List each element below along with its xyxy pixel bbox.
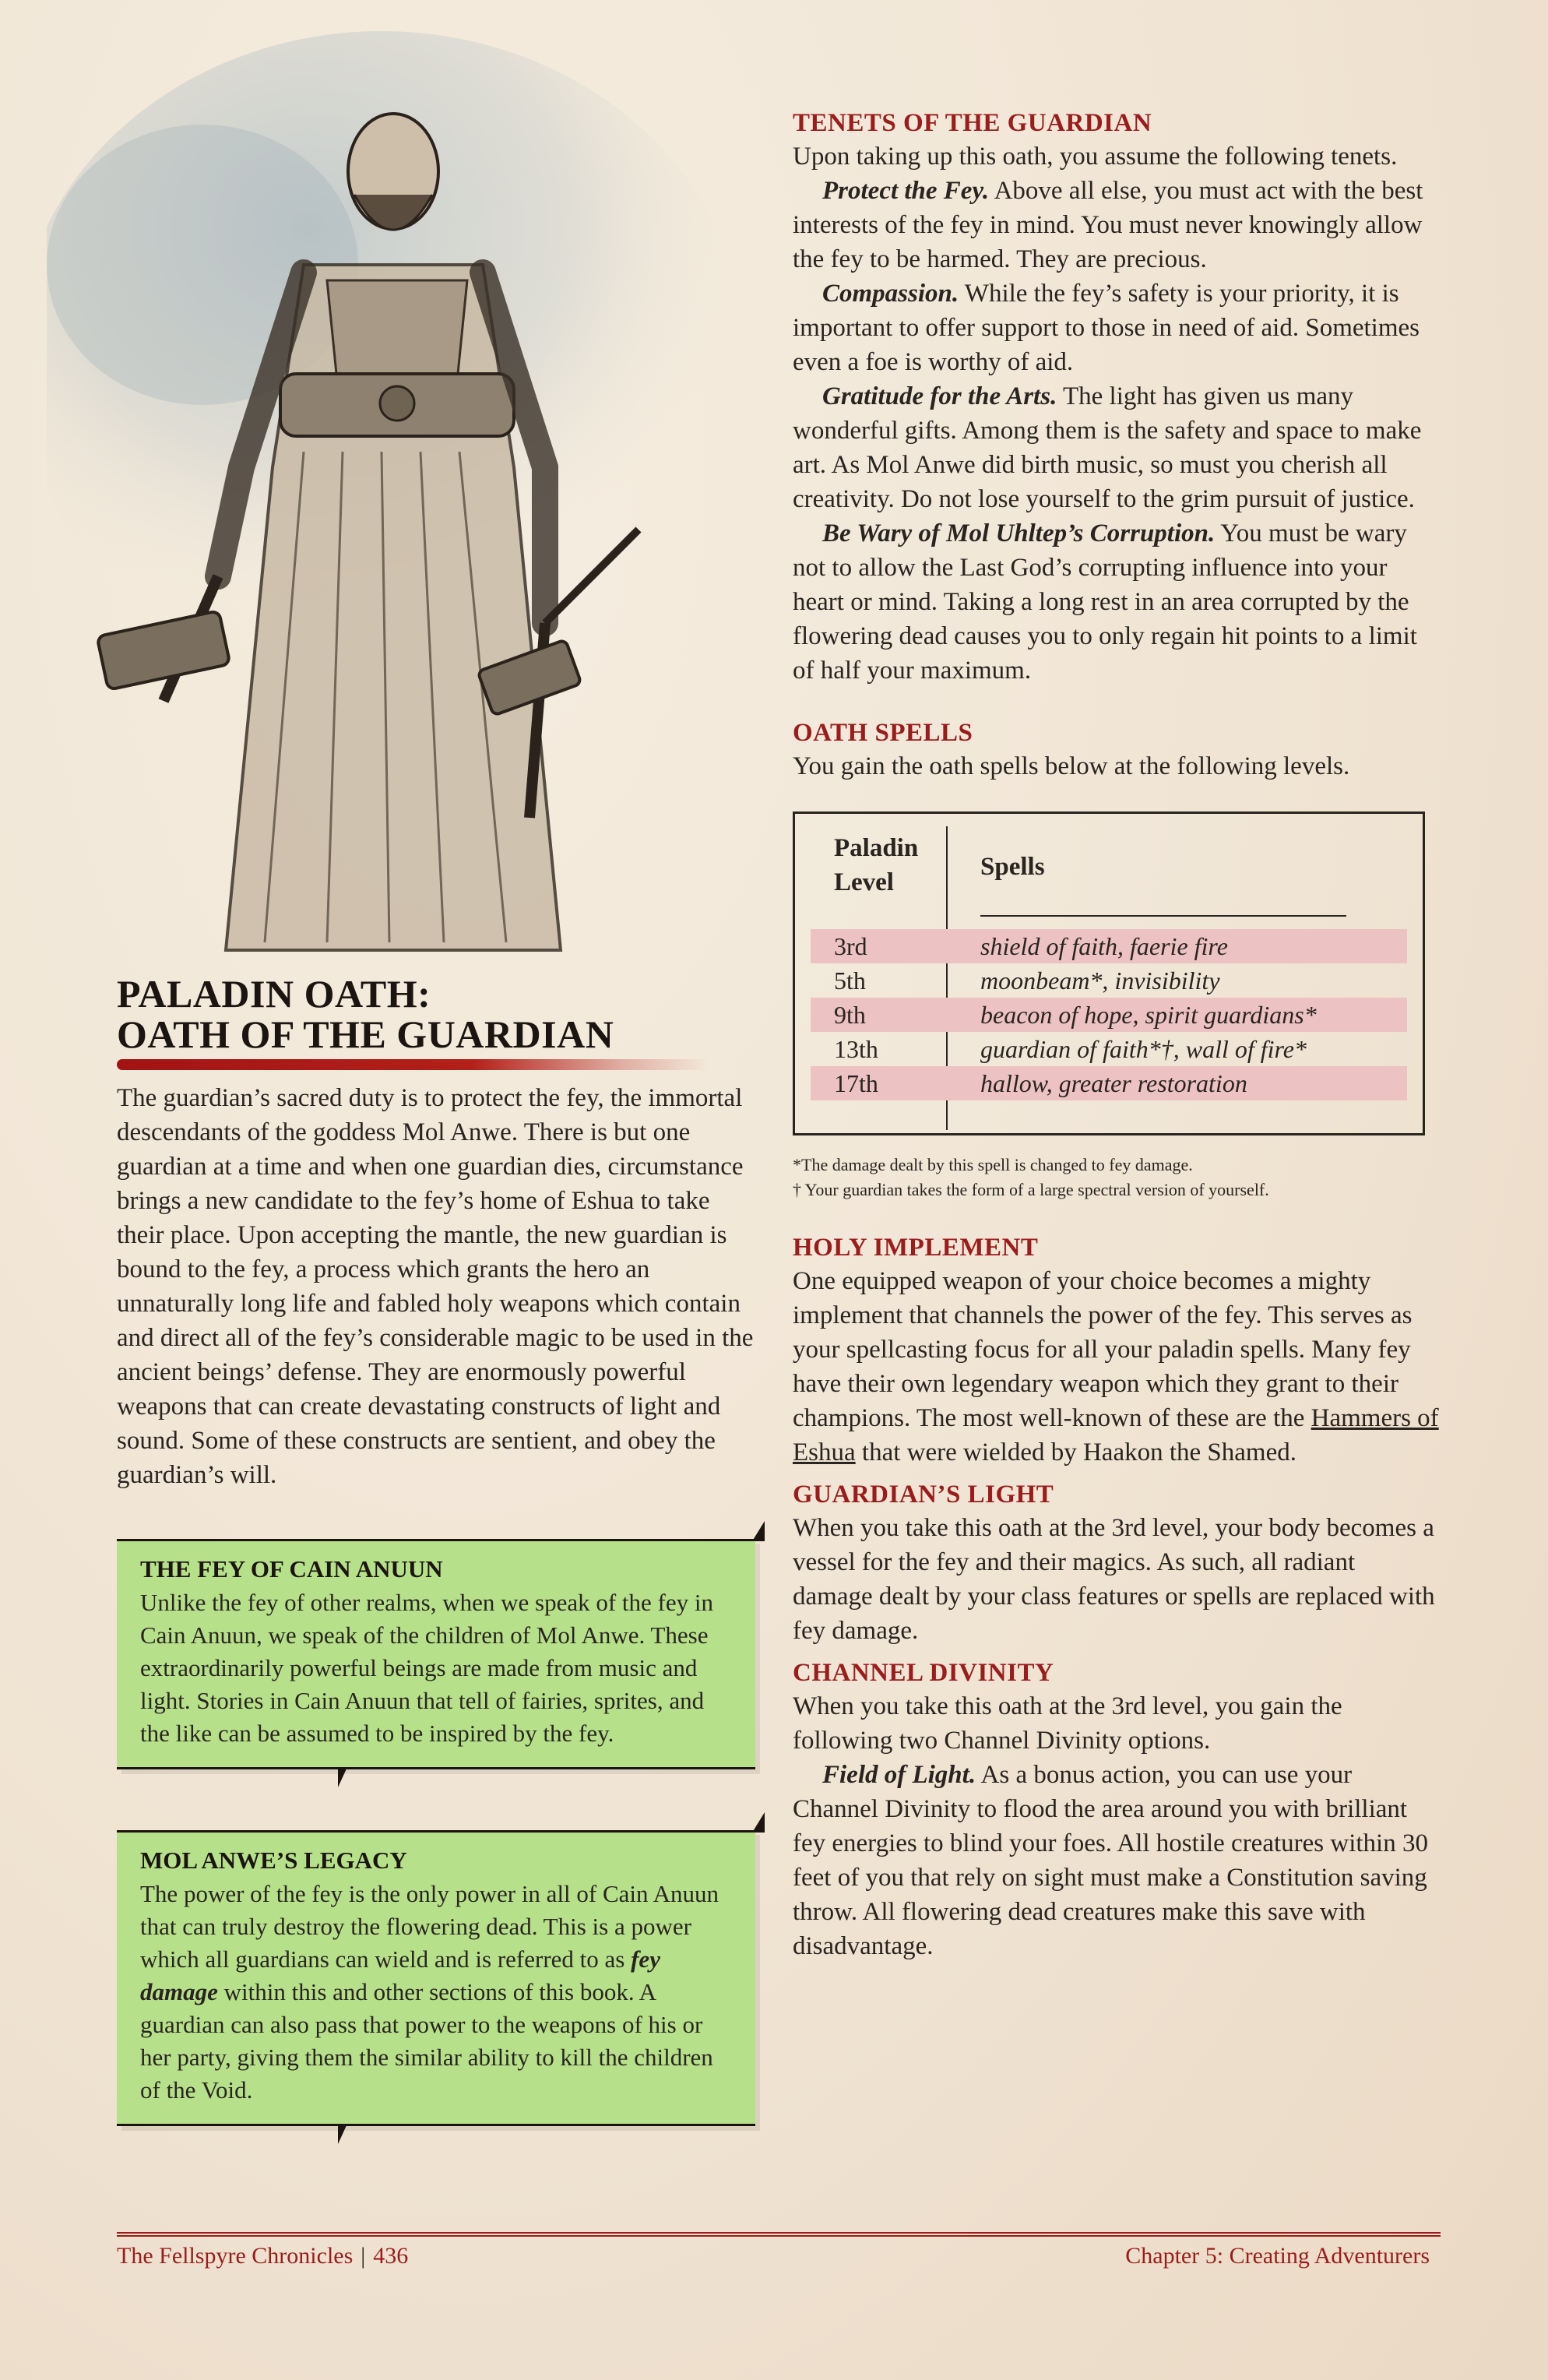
row-spells: beacon of hope, spirit guardians* [980, 1000, 1317, 1029]
table-header-spells: Spells [980, 853, 1045, 881]
row-level: 5th [834, 966, 866, 995]
sidebar-text: Unlike the fey of other realms, when we speak of the fey in Cain Anuun, we speak of the children of Mol Anwe. These extraordinarily powerful beings are made from music and light. Stories in Cain Anuun that tell of fairies, sprites, and the like can be assumed to be inspired by the fey. [140, 1589, 713, 1747]
tenet-item [793, 276, 1439, 379]
oath-intro: The guardian’s sacred duty is to protect the fey, the immortal descendants of the goddess Mol Anwe. There is but one guardian at a time and when one guardian dies, circumstance brings a new candidate to the fey’s home of Eshua to take their place. Upon accepting the mantle, the new guardian is bound to the fey, a process which grants the hero an unnaturally long life and fabled holy weapons which contain and direct all of the fey’s considerable magic to be used in the ancient beings’ defense. They are enormously powerful weapons that can create devastating constructs of light and sound. Some of these constructs are sentient, and obey the guardian’s will. [117, 1084, 754, 1489]
row-spells: shield of faith, faerie fire [980, 931, 1228, 960]
tenet-text: You must be wary not to allow the Last God’s corrupting influence into your heart or mind. Taking a long rest in an area corrupted by the flowering dead causes you to only regain hit points to a limit of half your maximum. [793, 519, 1417, 685]
guardians-light-heading: GUARDIAN’S LIGHT [793, 1480, 1054, 1509]
oath-spells-heading: OATH SPELLS [793, 719, 973, 747]
oath-spells-table [793, 812, 1425, 1135]
title-line-2: OATH OF THE GUARDIAN [117, 1012, 614, 1056]
tenet-term: Be Wary of Mol Uhltep’s Corruption. [822, 519, 1216, 547]
footer-book [117, 2243, 408, 2269]
page-number: 436 [373, 2243, 409, 2269]
sidebar-fey-of-cain-anuun [117, 1539, 755, 1769]
table-row [811, 1032, 1407, 1066]
right-column [793, 109, 1439, 1963]
tenets-heading: TENETS OF THE GUARDIAN [793, 109, 1152, 137]
table-header-level: Paladin Level [834, 834, 919, 896]
footer-rule [117, 2232, 1441, 2237]
row-level: 3rd [834, 931, 867, 960]
footer-separator: | [361, 2243, 366, 2269]
tenet-term: Protect the Fey. [822, 177, 990, 205]
footnote-fey-damage: *The damage dealt by this spell is changed to fey damage. [793, 1155, 1193, 1174]
holy-implement-text [793, 1264, 1439, 1470]
tenets-intro: Upon taking up this oath, you assume the following tenets. [793, 143, 1398, 171]
table-row [811, 998, 1407, 1032]
guardian-illustration [47, 31, 763, 981]
table-row [811, 963, 1407, 998]
row-level: 17th [834, 1069, 878, 1097]
footer-chapter: Chapter 5: Creating Adventurers [1125, 2243, 1430, 2269]
row-spells: hallow, greater restoration [980, 1069, 1247, 1097]
holy-implement-body-end: that were wielded by Haakon the Shamed. [855, 1438, 1296, 1466]
sidebar-mol-anwes-legacy [117, 1830, 755, 2126]
fey-damage-term: fey damage [140, 1945, 660, 2005]
row-level: 13th [834, 1034, 878, 1063]
channel-divinity-intro: When you take this oath at the 3rd level, you gain the following two Channel Divinity options. [793, 1692, 1342, 1755]
row-spells: moonbeam*, invisibility [980, 966, 1220, 995]
tenet-text: Above all else, you must act with the best interests of the fey in mind. You must never knowingly allow the fey to be harmed. They are precious. [793, 177, 1423, 273]
table-row [811, 929, 1407, 963]
legacy-text-2: within this and other sections of this book. A guardian can also pass that power to the weapons of his or her party, giving them the similar ability to kill the children of the Void. [140, 1978, 713, 2104]
holy-implement-body: One equipped weapon of your choice becomes a mighty implement that channels the power of the fey. This serves as your spellcasting focus for all your paladin spells. Many fey have their own legendary weapon which they grant to their champions. The most well-known of these are the [793, 1267, 1413, 1432]
table-row [811, 1066, 1407, 1100]
holy-implement-heading: HOLY IMPLEMENT [793, 1234, 1039, 1262]
field-of-light-term: Field of Light. [822, 1761, 976, 1789]
row-level: 9th [834, 1000, 866, 1029]
tenet-item [793, 174, 1439, 276]
tenet-term: Compassion. [822, 280, 959, 308]
tenet-term: Gratitude for the Arts. [822, 382, 1057, 410]
tenet-text: While the fey’s safety is your priority, it is important to offer support to those in need of aid. Sometimes even a foe is worthy of aid. [793, 280, 1420, 376]
footnote-guardian: † Your guardian takes the form of a large spectral version of yourself. [793, 1180, 1269, 1199]
guardian-sketch-icon [47, 31, 763, 981]
sidebar-text [140, 1878, 732, 2107]
channel-divinity-heading: CHANNEL DIVINITY [793, 1659, 1054, 1687]
legacy-text-1: The power of the fey is the only power in all of Cain Anuun that can truly destroy the flowering dead. This is a power which all guardians can wield and is referred to as [140, 1880, 719, 1973]
sidebar-title: MOL ANWE’S LEGACY [140, 1847, 407, 1874]
hammers-of-eshua-link[interactable]: Hammers of Eshua [793, 1404, 1439, 1466]
tenet-text: The light has given us many wonderful gifts. Among them is the safety and space to make art. As Mol Anwe did birth music, so must you cherish all creativity. Do not lose yourself to the grim pursuit of justice. [793, 382, 1422, 513]
oath-spells-intro: You gain the oath spells below at the following levels. [793, 752, 1350, 780]
tenet-item [793, 516, 1439, 688]
book-title: The Fellspyre Chronicles [117, 2243, 354, 2269]
row-spells: guardian of faith*†, wall of fire* [980, 1034, 1307, 1063]
sidebar-title: THE FEY OF CAIN ANUUN [140, 1555, 443, 1583]
field-of-light-text: As a bonus action, you can use your Channel Divinity to flood the area around you with brilliant fey energies to blind your foes. All hostile creatures within 30 feet of you that rely on sight must make a Constitution saving throw. All flowering dead creatures make this save with disadvantage. [793, 1761, 1428, 1960]
left-column [117, 973, 755, 2126]
title-line-1: PALADIN OATH: [117, 972, 431, 1016]
title-brush-underline [117, 1059, 709, 1070]
page-title [117, 973, 755, 1054]
tenet-item [793, 379, 1439, 516]
field-of-light [793, 1758, 1439, 1963]
guardians-light-text: When you take this oath at the 3rd level, your body becomes a vessel for the fey and their magics. As such, all radiant damage dealt by your class features or spells are replaced with fey damage. [793, 1514, 1435, 1645]
